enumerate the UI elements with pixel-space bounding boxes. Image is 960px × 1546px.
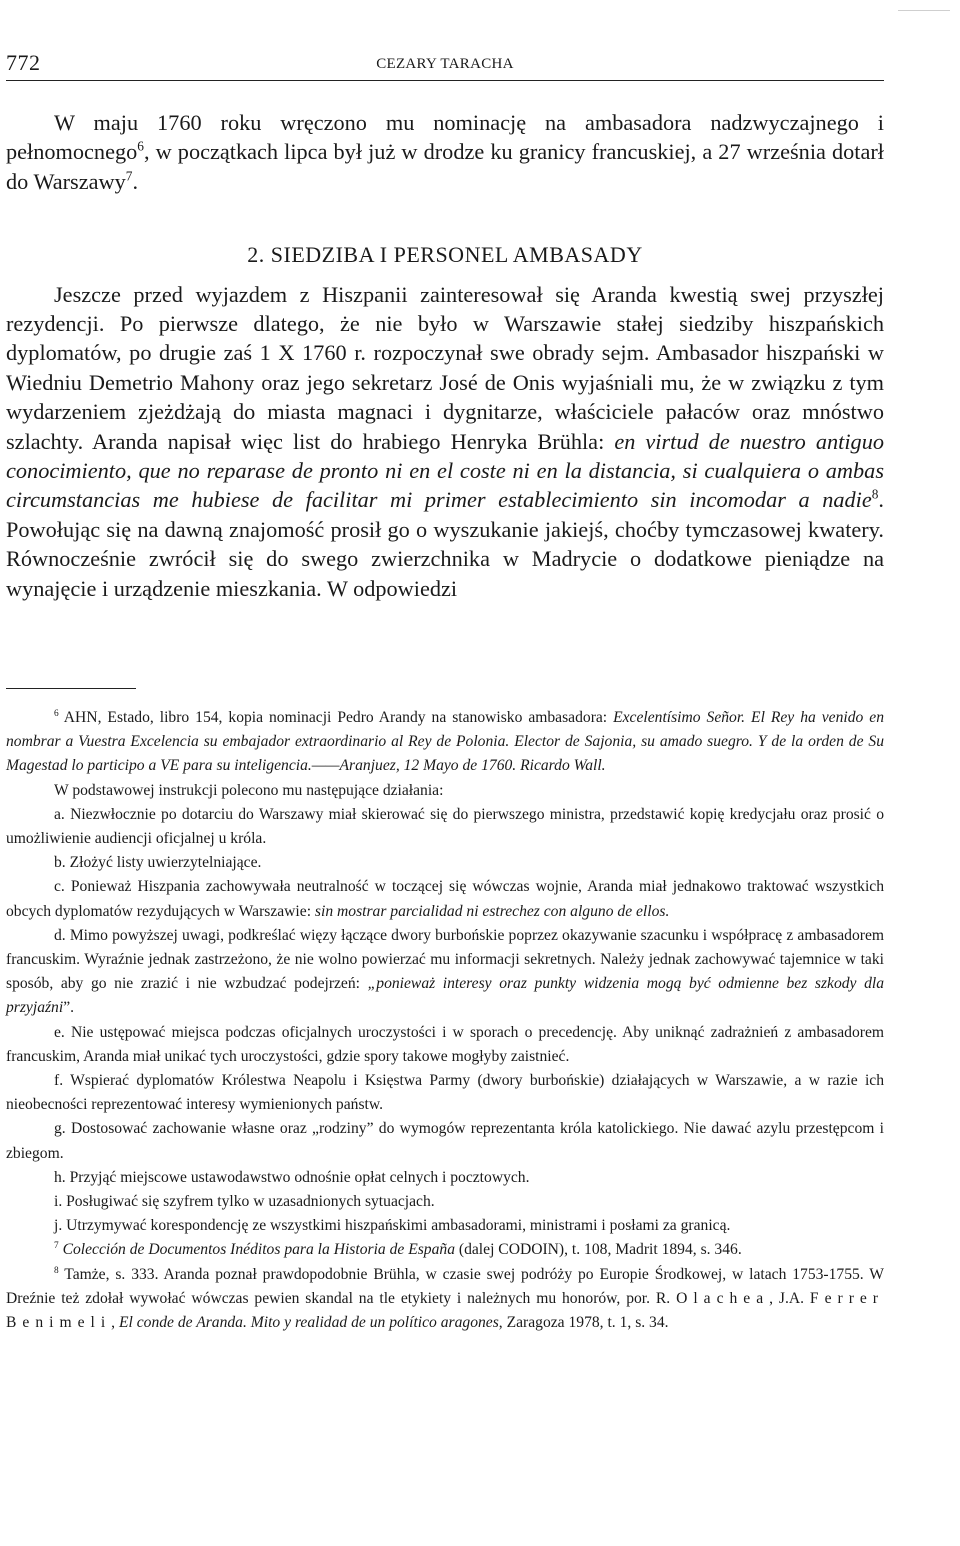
- footnote-ref-8[interactable]: 8: [871, 487, 879, 503]
- footnotes: [6, 706, 884, 1335]
- footnote-ref-7[interactable]: 7: [125, 168, 133, 184]
- footnote-8-text-d: , Zaragoza 1978, t. 1, s. 34.: [498, 1314, 669, 1332]
- footnote-8-author-1: Olachea: [676, 1289, 770, 1307]
- footnote-ref-6[interactable]: 6: [137, 138, 144, 154]
- instruction-item-j: j. Utrzymywać korespondencję ze wszystkimi hiszpańskimi ambasadorami, ministrami i posłami za granicą.: [54, 1217, 731, 1235]
- p1-text-b: , w początkach lipca był już w drodze ku granicy francuskiej, a 27 września dotarł do Warszawy: [6, 139, 884, 194]
- footnote-6-mark: 6: [54, 708, 59, 719]
- instruction-item-g: g. Dostosować zachowanie własne oraz „rodziny” do wymogów reprezentanta króla katolickiego. Nie dawać azylu przestępcom i zbiegom.: [6, 1120, 884, 1162]
- instruction-item-b: b. Złożyć listy uwierzytelniające.: [54, 854, 262, 872]
- footnote-6: [6, 706, 884, 779]
- instruction-item-f: f. Wspierać dyplomatów Królestwa Neapolu i Księstwa Parmy (dwory burbońskie) działających w Warszawie, a w razie ich nieobecności reprezentować interesy wymienionych państw.: [6, 1072, 884, 1114]
- footnote-8: [6, 1263, 884, 1336]
- p1-text-c: .: [132, 168, 139, 194]
- item-c-text: c. Ponieważ Hiszpania zachowywała neutralność w toczącej się wówczas wojnie, Aranda miał jednakowo traktować wszystkich obcych dyplomatów rezydujących w Warszawie:: [6, 878, 884, 920]
- p2-text-a: Jeszcze przed wyjazdem z Hiszpanii zainteresował się Aranda kwestią swej przyszłej rezydencji. Po pierwsze dlatego, że nie było w Warszawie stałej siedziby hiszpańskich dyplomatów, po drugie zaś 1 X 1760 r. rozpoczynał swe obrady sejm. Ambasador hiszpański w Wiedniu Demetrio Mahony oraz jego sekretarz José de Onis wyjaśniali mu, że w związku z tym wydarzeniem zjeżdżają do miasta magnaci i dygnitarze, właściciele pałaców oraz mnóstwo szlachty. Aranda napisał więc list do hrabiego Henryka Brühla:: [6, 281, 884, 454]
- running-title: CEZARY TARACHA: [376, 56, 514, 72]
- section-title: 2. SIEDZIBA I PERSONEL AMBASADY: [247, 242, 643, 268]
- p2-text-b: . Powołując się na dawną znajomość prosił go o wyszukanie jakiejś, choćby tymczasowej kwatery. Równocześnie zwrócił się do swego zwierzchnika w Madrycie o dodatkowe pieniądze na wynajęcie i urządzenie mieszkania. W odpowiedzi: [6, 487, 884, 601]
- paragraph-2: [6, 280, 884, 603]
- paragraph-1: [6, 108, 884, 196]
- page-number: 772: [6, 50, 41, 75]
- item-d-end: ”.: [63, 999, 75, 1017]
- instruction-item-c: [6, 875, 884, 923]
- footnote-8-text-b: , J.A.: [769, 1289, 810, 1307]
- footnote-8-mark: 8: [54, 1265, 59, 1276]
- item-d-quote: „ponieważ interesy oraz punkty widzenia mogą być odmienne bez szkody dla przyjaźni: [6, 975, 885, 1017]
- footnote-7: [6, 1238, 884, 1262]
- footnote-7-mark: 7: [54, 1241, 59, 1252]
- p1-text-a: W maju 1760 roku wręczono mu nominację na ambasadora nadzwyczajnego i pełnomocnego: [6, 110, 884, 165]
- footnote-6-text: AHN, Estado, libro 154, kopia nominacji Pedro Arandy na stanowisko ambasadora:: [58, 709, 614, 726]
- item-d-text: d. Mimo powyższej uwagi, podkreślać więzy łączące dwory burbońskie poprzez okazywanie szacunku i współpracę z ambasadorem francuskim. Wyraźnie jednak zastrzeżono, że nie wolno powierzać mu informacji sekretnych. Należy jednak zachowywać tajemnice w taki sposób, aby go nie zrazić i nie wzbudzać podejrzeń:: [6, 926, 884, 993]
- footnote-6-quote: Excelentísimo Señor. El Rey ha venido en nombrar a Vuestra Excelencia su embajador extraordinario al Rey de Polonia. Elector de Sajonia, su amado suegro. Y de la orden de Su Magestad lo participo a VE para su inteligencia.——Aranjuez, 12 Mayo de 1760. Ricardo Wall.: [6, 709, 884, 775]
- footnote-7-text: (dalej CODOIN), t. 108, Madrit 1894, s. 346.: [455, 1241, 742, 1259]
- footnote-separator: [6, 688, 136, 689]
- instruction-intro: W podstawowej instrukcji polecono mu następujące działania:: [54, 781, 444, 799]
- item-c-quote: sin mostrar parcialidad ni estrechez con alguno de ellos.: [314, 902, 670, 920]
- main-text: [6, 108, 884, 603]
- instruction-item-h: h. Przyjąć miejscowe ustawodawstwo odnośnie opłat celnych i pocztowych.: [54, 1168, 530, 1186]
- instruction-item-i: i. Posługiwać się szyfrem tylko w uzasadnionych sytuacjach.: [54, 1193, 435, 1211]
- scan-corner-mark: [898, 10, 950, 11]
- instruction-item-a: a. Niezwłocznie po dotarciu do Warszawy miał skierować się do pierwszego ministra, przedstawić kopię kredycjału oraz prosić o umożliwienie audiencji oficjalnej u króla.: [6, 805, 884, 848]
- footnote-7-title: Colección de Documentos Inéditos para la Historia de España: [62, 1241, 455, 1259]
- footnote-8-text-a: Tamże, s. 333. Aranda poznał prawdopodobnie Brühla, w czasie swej podróży po Europie Środkowej, w latach 1753-1755. W Dreźnie też zdołał wywołać wówczas pewien skandal na tle etykiety i należnych mu honorów, por. R.: [6, 1265, 884, 1307]
- running-header: [6, 50, 884, 81]
- instruction-item-e: e. Nie ustępować miejsca podczas oficjalnych uroczystości i w sporach o precedencję. Aby uniknąć zadrażnień z ambasadorem francuskim, Aranda miał unikać tych uroczystości, gdzie spory takowe mogłyby zaistnieć.: [6, 1023, 884, 1065]
- instruction-item-d: [6, 924, 884, 1021]
- footnote-8-author-2: Ferrer Benimeli: [6, 1289, 884, 1332]
- footnote-8-text-c: ,: [111, 1314, 119, 1332]
- footnote-8-title: El conde de Aranda. Mito y realidad de un político aragones: [118, 1314, 499, 1332]
- p2-spanish-quote: en virtud de nuestro antiguo conocimiento, que no reparase de pronto ni en el coste ni en la distancia, si cualquiera o ambas circumstancias me hubiese de facilitar mi primer establecimiento sin incomodar a nadie: [6, 428, 884, 513]
